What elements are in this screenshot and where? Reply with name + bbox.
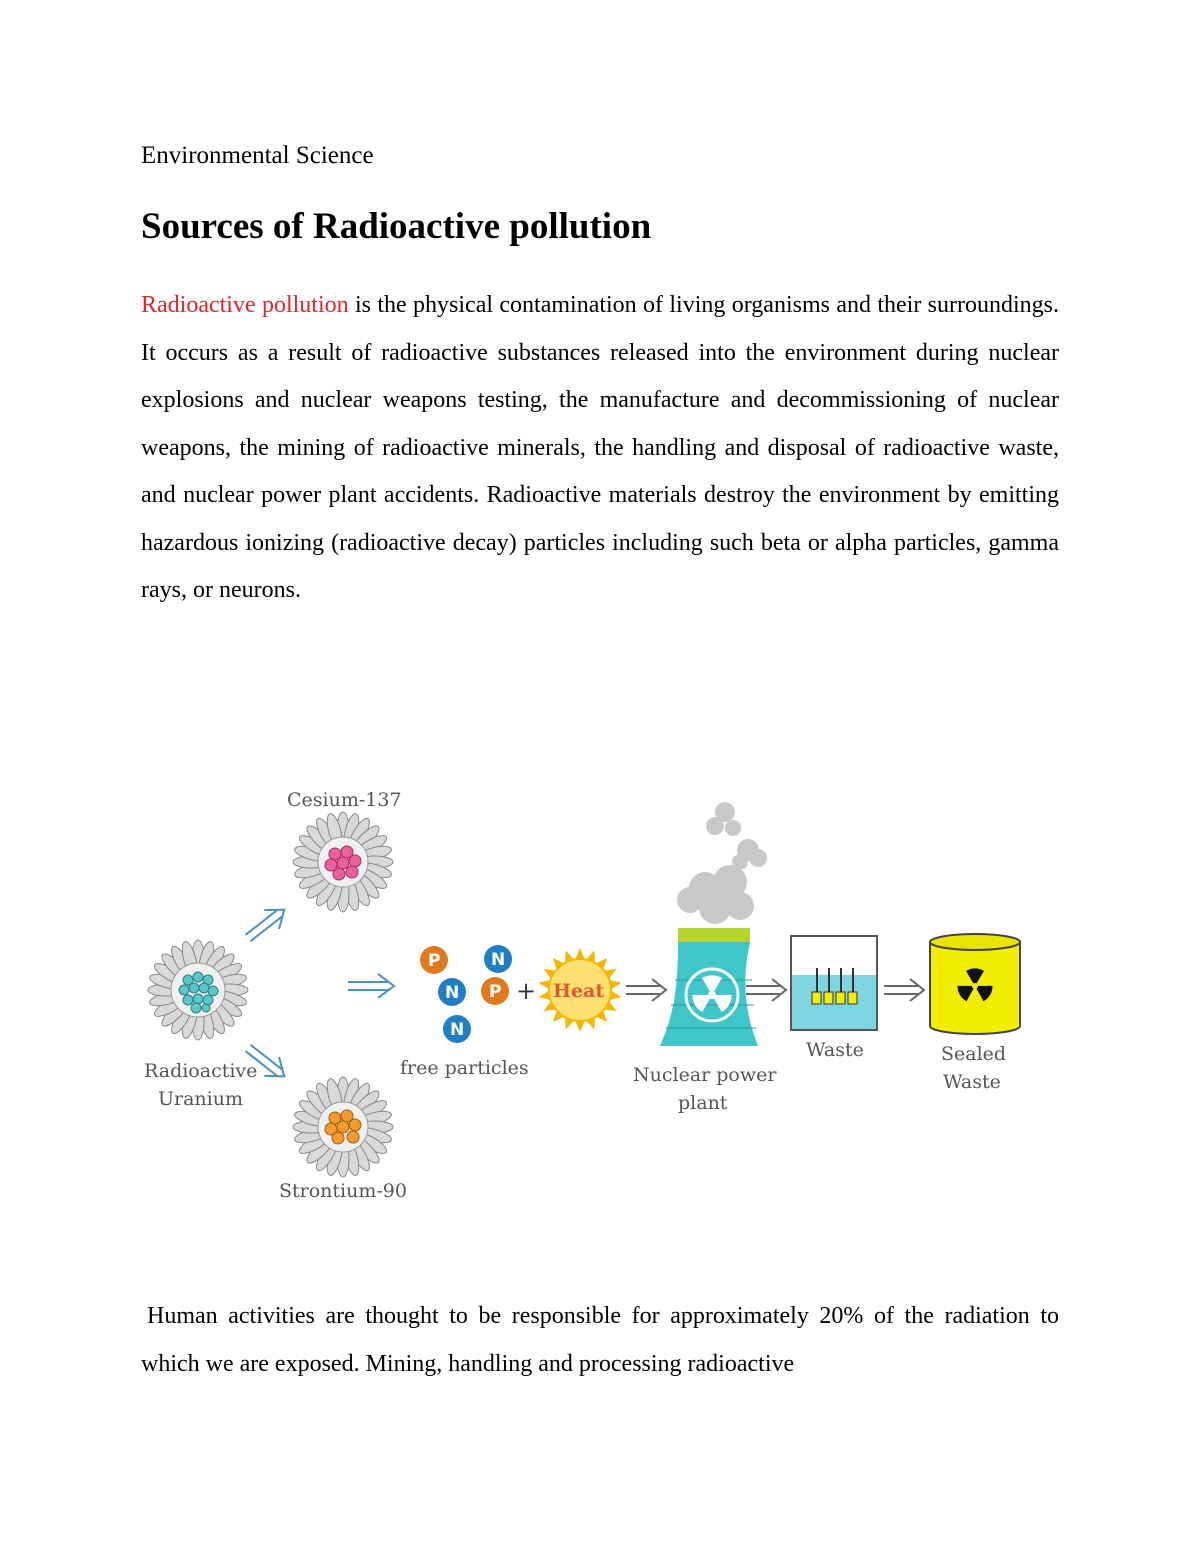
arrow-to-sealed-icon <box>884 979 924 1001</box>
waste-label: Waste <box>806 1039 864 1061</box>
strontium-atom-icon <box>293 1077 393 1177</box>
cooling-tower-icon <box>660 928 758 1046</box>
proton-icon <box>420 946 448 974</box>
neutron-icon <box>484 945 512 973</box>
svg-text:N: N <box>450 1020 465 1040</box>
uranium-label-line1: Radioactive <box>144 1060 258 1082</box>
sealed-barrel-icon <box>930 934 1020 1034</box>
second-paragraph: Human activities are thought to be responsible for approximately 20% of the radiation to which we are exposed. Mining, handling and processing radioactive <box>141 1303 1059 1377</box>
sealed-label-line1: Sealed <box>941 1043 1007 1065</box>
plant-label-line2: plant <box>678 1092 728 1114</box>
arrow-to-waste-icon <box>746 979 786 1001</box>
svg-text:N: N <box>445 983 460 1003</box>
plus-sign: + <box>516 977 537 1005</box>
heat-label: Heat <box>553 980 605 1002</box>
svg-text:P: P <box>428 951 441 971</box>
subject-label: Environmental Science <box>141 142 374 169</box>
arrow-to-cesium-icon <box>241 900 292 947</box>
intro-text: is the physical contamination of living organisms and their surroundings. It occurs as a result of radioactive substances released into the environment during nuclear explosions and nuclear weapons testing, the manufacture and decommissioning of nuclear weapons, the mining of radioactive minerals, the handling and disposal of radioactive waste, and nuclear power plant accidents. Radioactive materials destroy the environment by emitting hazardous ionizing (radioactive decay) particles including such beta or alpha particles, gamma rays, or neurons. <box>141 292 1060 603</box>
sealed-label-line2: Waste <box>943 1071 1001 1093</box>
page-title: Sources of Radioactive pollution <box>141 206 652 247</box>
proton-icon <box>481 977 509 1005</box>
svg-text:N: N <box>491 950 506 970</box>
smoke-icon <box>677 802 767 924</box>
intro-paragraph <box>141 282 1059 615</box>
neutron-icon <box>438 978 466 1006</box>
highlighted-term: Radioactive pollution <box>141 292 349 318</box>
waste-container-icon <box>791 936 877 1030</box>
radioactive-process-diagram <box>130 770 1060 1220</box>
cesium-label: Cesium-137 <box>287 789 402 811</box>
arrow-to-particles-icon <box>348 974 394 998</box>
uranium-label-line2: Uranium <box>158 1088 243 1110</box>
uranium-atom-icon <box>148 940 248 1040</box>
strontium-label: Strontium-90 <box>279 1180 407 1202</box>
plant-label-line1: Nuclear power <box>633 1064 777 1086</box>
cesium-atom-icon <box>293 812 393 912</box>
neutron-icon <box>443 1015 471 1043</box>
arrow-to-plant-icon <box>626 979 666 1001</box>
svg-text:P: P <box>489 982 502 1002</box>
free-particles-label: free particles <box>400 1057 529 1079</box>
